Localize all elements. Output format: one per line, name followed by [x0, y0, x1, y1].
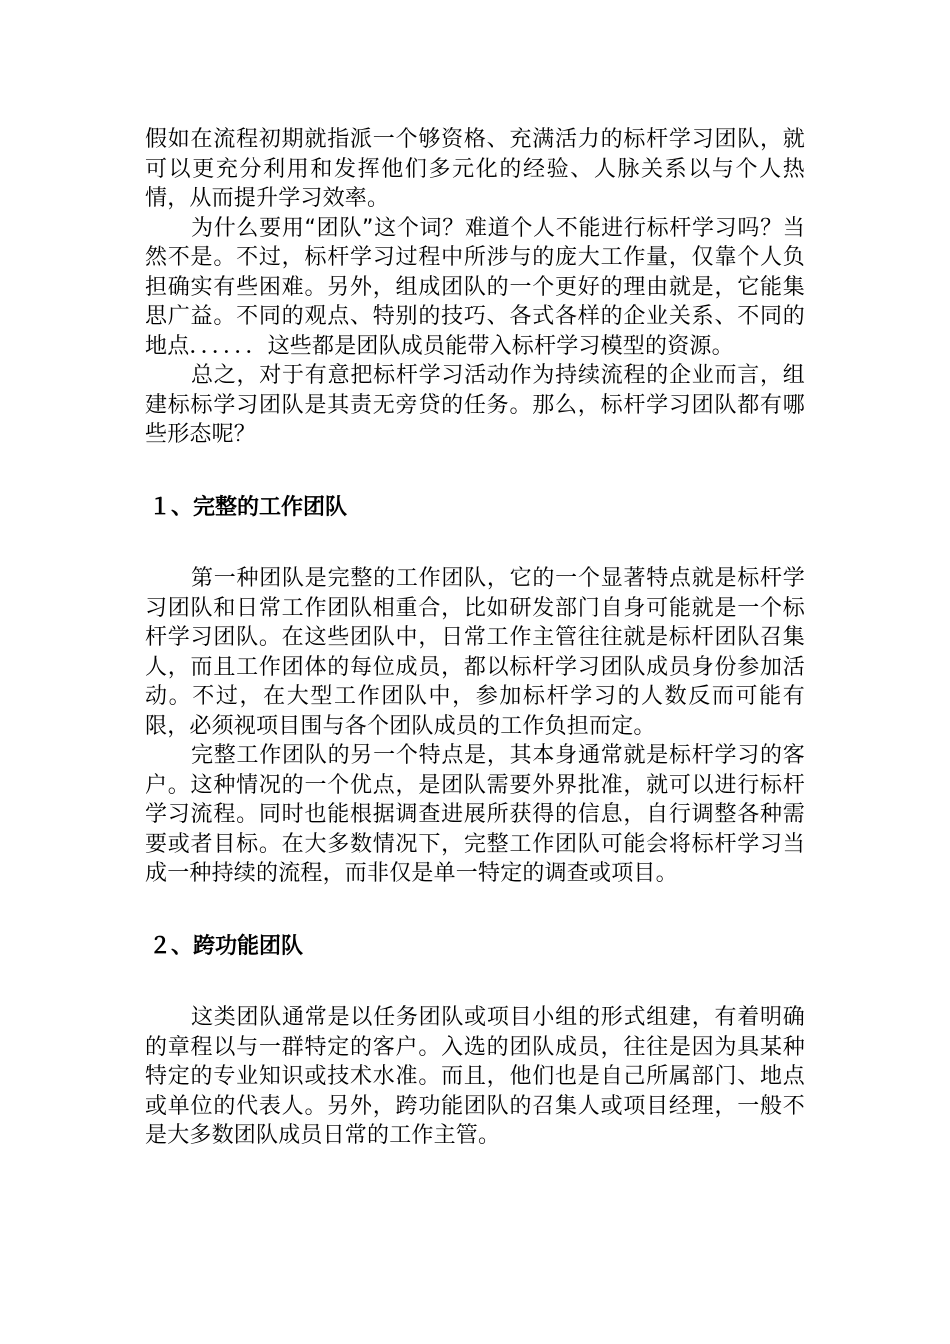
section-1-heading: １、完整的工作团队: [149, 494, 348, 520]
intro-paragraph-3: 总之，对于有意把标杆学习活动作为持续流程的企业而言，组建标标学习团队是其责无旁贷的任务。那么，标杆学习团队都有哪些形态呢？: [145, 363, 805, 447]
section-1-paragraph-1: 第一种团队是完整的工作团队，它的一个显著特点就是标杆学习团队和日常工作团队相重合，比如研发部门自身可能就是一个标杆学习团队。在这些团队中，日常工作主管往往就是标杆团队召集人，而且工作团体的每位成员，都以标杆学习团队成员身份参加活动。不过，在大型工作团队中，参加标杆学习的人数反而可能有限，必须视项目围与各个团队成员的工作负担而定。: [145, 566, 805, 739]
section-2-heading: ２、跨功能团队: [149, 933, 304, 959]
intro-paragraph-1: 假如在流程初期就指派一个够资格、充满活力的标杆学习团队，就可以更充分利用和发挥他们多元化的经验、人脉关系以与个人热情，从而提升学习效率。: [145, 127, 805, 211]
section-1-paragraph-2: 完整工作团队的另一个特点是，其本身通常就是标杆学习的客户。这种情况的一个优点，是团队需要外界批准，就可以进行标杆学习流程。同时也能根据调查进展所获得的信息，自行调整各种需要或者目标。在大多数情况下，完整工作团队可能会将标杆学习当成一种持续的流程，而非仅是单一特定的调查或项目。: [145, 743, 805, 886]
section-2-paragraph-1: 这类团队通常是以任务团队或项目小组的形式组建，有着明确的章程以与一群特定的客户。入选的团队成员，往往是因为具某种特定的专业知识或技术水准。而且，他们也是自己所属部门、地点或单位的代表人。另外，跨功能团队的召集人或项目经理，一般不是大多数团队成员日常的工作主管。: [145, 1005, 805, 1148]
intro-paragraph-2: 为什么要用“团队”这个词？难道个人不能进行标杆学习吗？当然不是。不过，标杆学习过程中所涉与的庞大工作量，仅靠个人负担确实有些困难。另外，组成团队的一个更好的理由就是，它能集思广益。不同的观点、特别的技巧、各式各样的企业关系、不同的地点．．．．．．这些都是团队成员能带入标杆学习模型的资源。: [145, 215, 805, 359]
document-page: [145, 125, 805, 1151]
